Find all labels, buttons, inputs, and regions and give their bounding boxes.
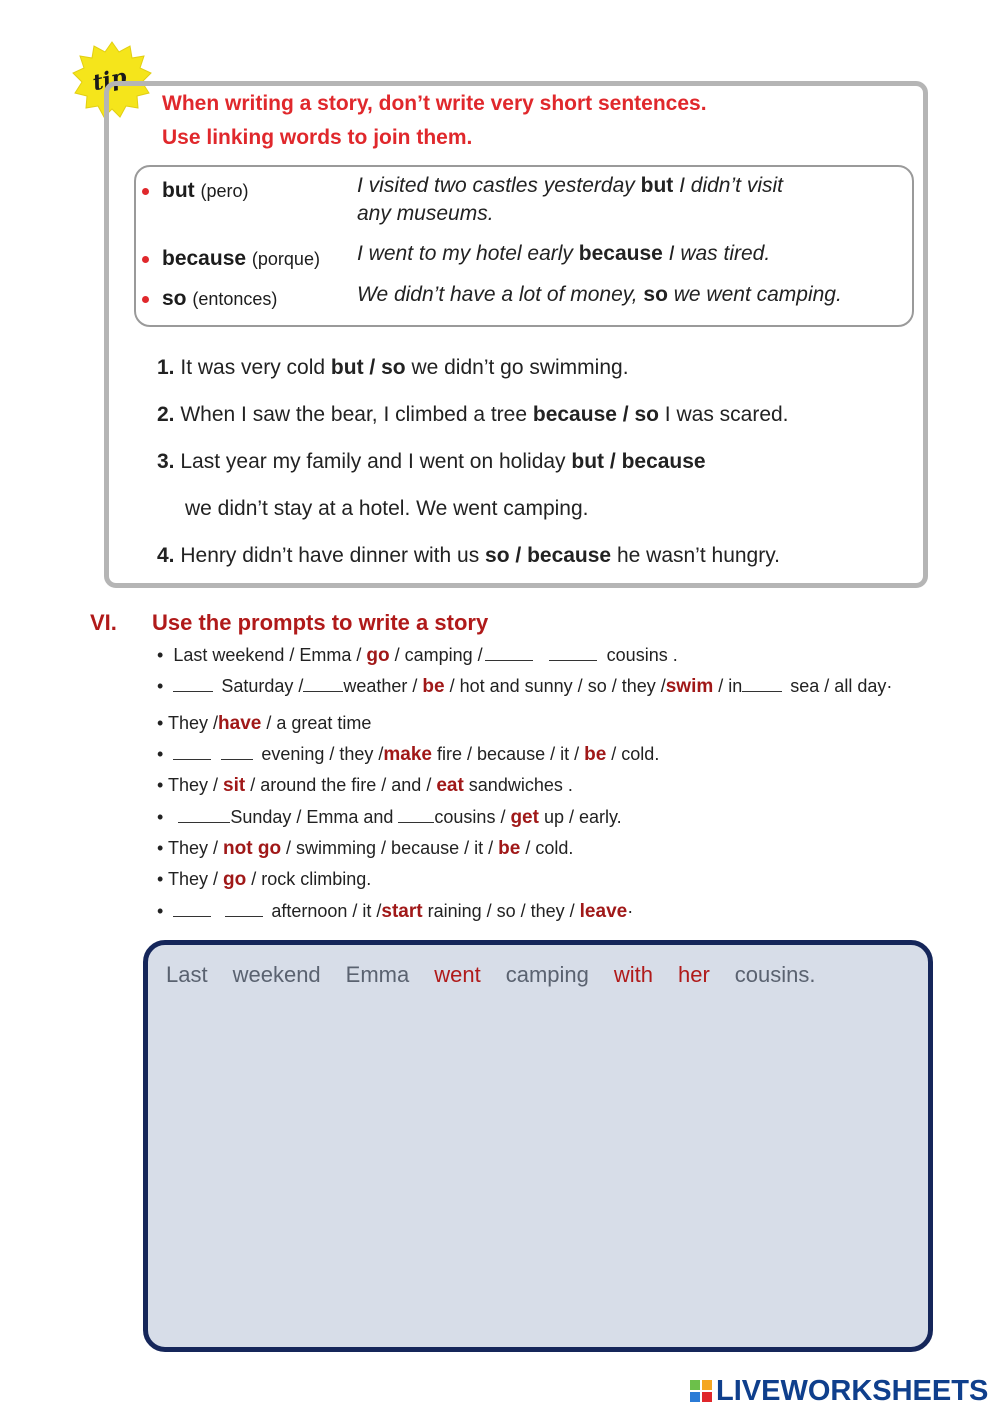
tip-heading-line2: Use linking words to join them.	[162, 126, 473, 149]
option-so[interactable]: so	[634, 403, 659, 426]
bullet-icon	[142, 188, 149, 195]
option-because[interactable]: because	[532, 403, 617, 426]
bullet-icon	[142, 256, 149, 263]
answer-word: with	[613, 962, 653, 987]
bullet-icon	[142, 296, 149, 303]
linker-because: because (porque)	[162, 247, 320, 270]
section-number: VI.	[90, 610, 117, 635]
prompt-9: • afternoon / it /start raining / so / they / leave·	[157, 901, 634, 922]
prompt-8: • They / go / rock climbing.	[157, 869, 372, 890]
example-so: We didn’t have a lot of money, so we went camping.	[357, 283, 842, 306]
prompt-7: • They / not go / swimming / because / it / be / cold.	[157, 838, 574, 859]
option-so[interactable]: so	[485, 544, 510, 567]
section-title: Use the prompts to write a story	[152, 610, 489, 635]
tip-badge-label: tip	[90, 63, 129, 97]
exercise-3-line2: we didn’t stay at a hotel. We went camping.	[185, 497, 589, 520]
option-because[interactable]: because	[621, 450, 706, 473]
prompt-4: • evening / they /make fire / because / it / be / cold.	[157, 744, 660, 765]
exercise-2: 2. When I saw the bear, I climbed a tree because / so I was scared.	[157, 403, 789, 426]
exercise-4: 4. Henry didn’t have dinner with us so / because he wasn’t hungry.	[157, 544, 780, 567]
answer-word: Emma	[345, 962, 410, 987]
linker-but: but (pero)	[162, 179, 249, 202]
example-but: I visited two castles yesterday but I didn’t visit	[357, 174, 783, 197]
liveworksheets-logo[interactable]	[690, 1375, 988, 1408]
logo-text: LIVEWORKSHEETS	[716, 1375, 989, 1407]
linker-so: so (entonces)	[162, 287, 278, 310]
story-answer-area[interactable]	[143, 940, 933, 1352]
answer-word: went	[434, 962, 481, 987]
exercise-1: 1. It was very cold but / so we didn’t go swimming.	[157, 356, 629, 379]
answer-word: her	[678, 962, 710, 987]
option-but[interactable]: but	[571, 450, 605, 473]
prompt-1: • Last weekend / Emma / go / camping / cousins .	[157, 645, 678, 666]
option-because[interactable]: because	[527, 544, 612, 567]
prompt-6: • Sunday / Emma and cousins / get up / early.	[157, 807, 622, 828]
example-but-line2: any museums.	[357, 202, 494, 225]
story-answer-text	[166, 962, 841, 988]
answer-word: cousins.	[734, 962, 816, 987]
prompt-5: • They / sit / around the fire / and / eat sandwiches .	[157, 775, 573, 796]
answer-word: weekend	[232, 962, 321, 987]
exercise-3: 3. Last year my family and I went on holiday but / because	[157, 450, 706, 473]
answer-word: Last	[166, 962, 208, 987]
tip-heading-line1: When writing a story, don’t write very short sentences.	[162, 92, 707, 115]
prompt-2: • Saturday / weather / be / hot and sunny / so / they /swim / in sea / all day·	[157, 676, 893, 697]
example-because: I went to my hotel early because I was tired.	[357, 242, 771, 265]
answer-word: camping	[505, 962, 589, 987]
logo-icon	[690, 1380, 712, 1402]
prompt-3: • They /have / a great time	[157, 713, 372, 734]
option-so[interactable]: so	[381, 356, 406, 379]
option-but[interactable]: but	[330, 356, 364, 379]
